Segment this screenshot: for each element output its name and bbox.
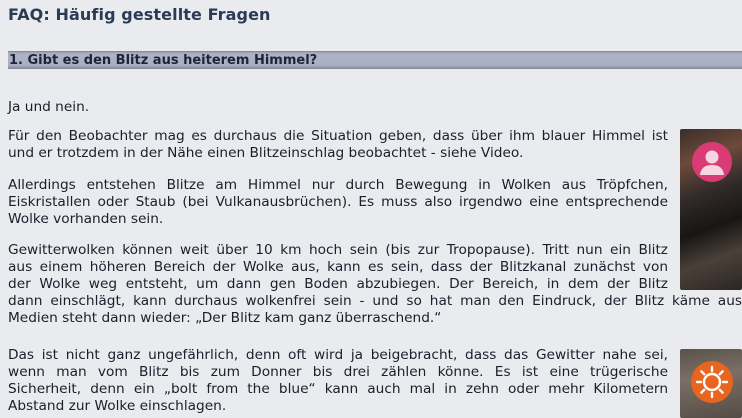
paragraph-line: der Wolke weg entsteht, um dann gen Boden abzubiegen. Der Bereich, in dem der Blitz [8,276,668,292]
page-title: FAQ: Häufig gestellte Fragen [8,5,271,24]
paragraph-line: Medien steht dann wieder: „Der Blitz kam ganz überraschend.“ [8,310,442,326]
user-avatar-icon [692,142,732,182]
paragraph-1 [8,128,668,162]
paragraph-line: Das ist nicht ganz ungefährlich, denn oft wird ja beigebracht, dass das Gewitter nahe sei, [8,347,668,363]
paragraph-line: aus einem höheren Bereich der Wolke aus, kann es sein, dass der Blitzkanal zunächst von [8,259,668,275]
paragraph-3-continued [8,293,742,327]
paragraph-line: Wolke vorhanden sein. [8,211,164,227]
paragraph-3 [8,242,668,293]
paragraph-4 [8,347,668,415]
paragraph-line: Für den Beobachter mag es durchaus die Situation geben, dass über ihm blauer Himmel ist [8,128,668,144]
paragraph-line: Abstand zur Wolke einschlagen. [8,398,227,414]
paragraph-line: und er trotzdem in der Nähe einen Blitzeinschlag beobachtet - siehe Video. [8,145,524,161]
paragraph-2 [8,177,668,228]
paragraph-line: Gewitterwolken können weit über 10 km hoch sein (bis zur Tropopause). Tritt nun ein Blitz [8,242,668,258]
weather-thumbnail[interactable] [680,349,742,418]
answer-intro [8,99,668,116]
answer-intro-line: Ja und nein. [8,99,90,115]
video-thumbnail[interactable] [680,129,742,290]
paragraph-line: Allerdings entstehen Blitze am Himmel nur durch Bewegung in Wolken aus Tröpfchen, [8,177,668,193]
sun-icon [691,361,733,403]
paragraph-line: wenn man vom Blitz bis zum Donner bis drei zählen könne. Es ist eine trügerische [8,364,668,380]
paragraph-line: Sicherheit, denn ein „bolt from the blue“ kann auch mal in zehn oder mehr Kilometern [8,381,668,397]
faq-question-text: 1. Gibt es den Blitz aus heiterem Himmel? [9,53,318,68]
paragraph-line: Eiskristallen oder Staub (bei Vulkanausbrüchen). Es muss also irgendwo eine entsprechende [8,194,668,210]
paragraph-line: dann einschlägt, kann durchaus wolkenfrei sein - und so hat man den Eindruck, der Blitz käme aus [8,293,742,309]
faq-question-heading[interactable] [8,51,742,69]
